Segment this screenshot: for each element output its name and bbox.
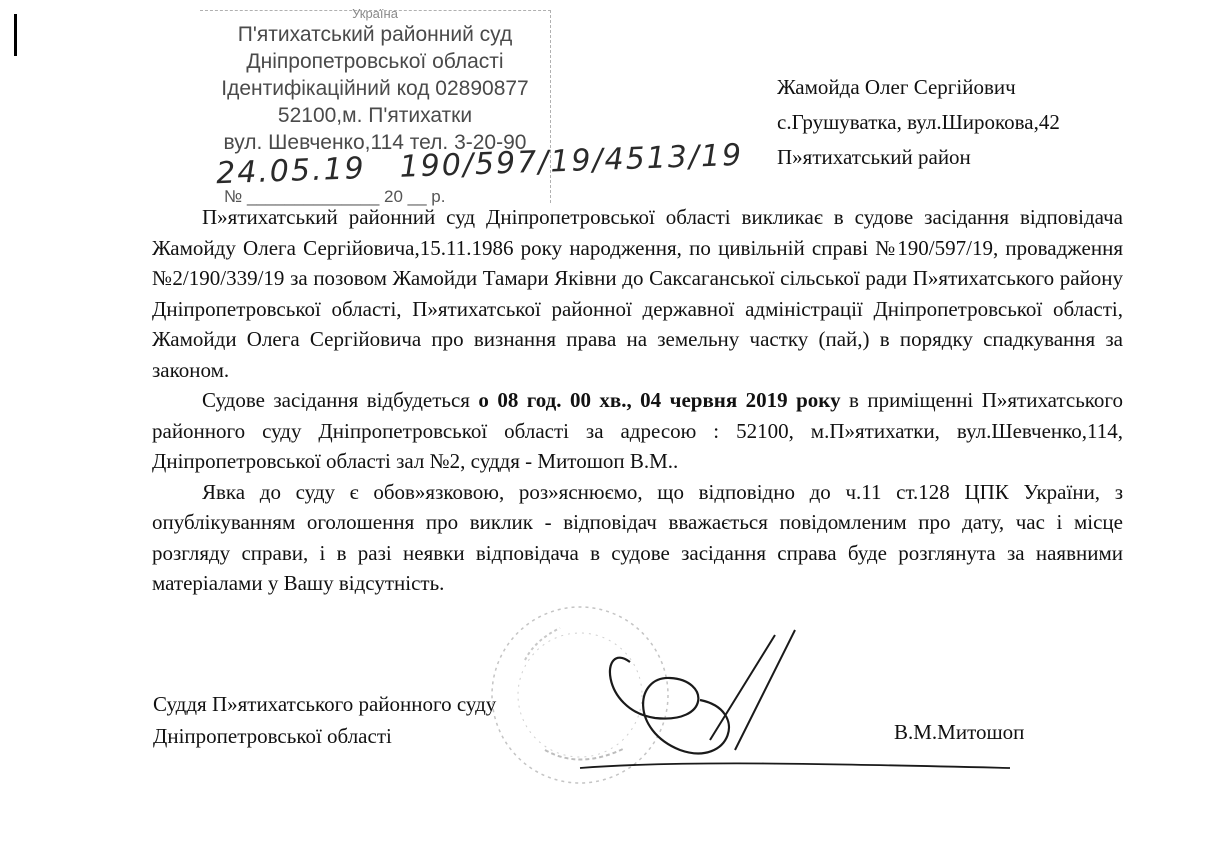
hearing-location: в приміщенні П»ятихатського районного суду Дніпропетровської області за адресою : 52100, м.П»ятихатки, вул.Шевченко,114, Дніпропетровської області зал №2, суддя - Митошоп В.М..	[152, 388, 1123, 473]
summons-body	[152, 202, 1123, 599]
summons-paragraph-3: Явка до суду є обов»язковою, роз»яснюємо, що відповідно до ч.11 ст.128 ЦПК України, з опублікуванням оголошення про виклик - відповідач вважається повідомленим про дату, час і місце розгляду справи, і в разі неявки відповідача в судове засідання справа буде розглянута за наявними матеріалами у Вашу відсутність.	[152, 479, 1123, 595]
hearing-intro: Судове засідання відбудеться	[202, 388, 479, 412]
stamp-region: Дніпропетровської області	[246, 50, 504, 73]
judge-name: В.М.Митошоп	[894, 720, 1025, 744]
scan-edge-mark	[14, 14, 17, 56]
stamp-handwritten-ref: 190/597/19/4513/19	[399, 137, 744, 185]
recipient-district: П»ятихатський район	[777, 145, 971, 169]
stamp-handwritten-date: 24.05.19	[215, 150, 367, 192]
judge-title	[153, 688, 496, 752]
stamp-number-line: № ______________ 20 __ р.	[224, 187, 446, 206]
summons-paragraph-2	[152, 385, 1123, 477]
stamp-city: 52100,м. П'ятихатки	[277, 104, 473, 127]
recipient-name: Жамойда Олег Сергійович	[777, 75, 1016, 99]
judge-title-line-2: Дніпропетровської області	[153, 724, 392, 748]
recipient-block	[777, 70, 1060, 175]
stamp-id-code: Ідентифікаційний код 02890877	[221, 77, 529, 100]
court-registration-stamp	[200, 6, 744, 206]
stamp-court-name: П'ятихатський районний суд	[237, 23, 513, 46]
hearing-datetime: о 08 год. 00 хв., 04 червня 2019 року	[478, 388, 841, 412]
stamp-country: Україна	[352, 6, 398, 21]
judge-title-line-1: Суддя П»ятихатського районного суду	[153, 692, 497, 716]
recipient-address: с.Грушуватка, вул.Широкова,42	[777, 110, 1060, 134]
judge-signature-icon	[560, 600, 820, 780]
stamp-address: вул. Шевченко,114 тел. 3-20-90	[223, 131, 527, 154]
summons-paragraph-1: П»ятихатський районний суд Дніпропетровської області викликає в судове засідання відповідача Жамойду Олега Сергійовича,15.11.1986 року народження, по цивільній справі №190/597/19, провадження №2/190/339/19 за позовом Жамойди Тамари Яківни до Саксаганської сільської ради П»ятихатського району Дніпропетровської області, П»ятихатської районної державної адміністрації Дніпропетровської області, Жамойди Олега Сергійовича про визнання права на земельну частку (пай,) в порядку спадкування за законом.	[152, 205, 1123, 382]
